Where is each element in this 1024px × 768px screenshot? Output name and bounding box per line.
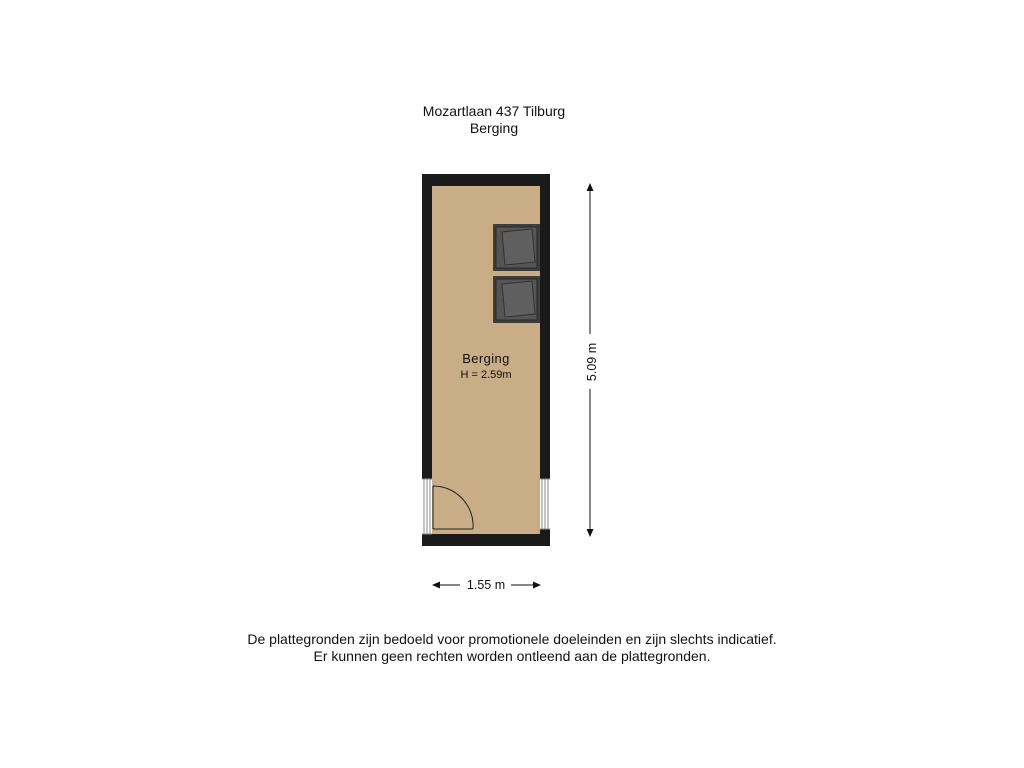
length-dimension-label: 5.09 m [585, 342, 599, 382]
address-label: Mozartlaan 437 Tilburg [422, 103, 566, 119]
width-dimension-label: 1.55 m [466, 578, 506, 592]
disclaimer-line-2: Er kunnen geen rechten worden ontleend aan de plattegronden. [313, 648, 711, 664]
storage-box-1 [493, 224, 540, 271]
storage-box-2 [493, 276, 540, 323]
room-name-label: Berging [462, 351, 510, 366]
right-window [540, 479, 550, 529]
disclaimer [212, 631, 812, 665]
left-opening [422, 479, 432, 534]
disclaimer-line-1: De plattegronden zijn bedoeld voor promotionele doeleinden en zijn slechts indicatief. [247, 631, 777, 647]
room-height-label: H = 2.59m [460, 369, 512, 381]
floor-label: Berging [469, 120, 519, 136]
